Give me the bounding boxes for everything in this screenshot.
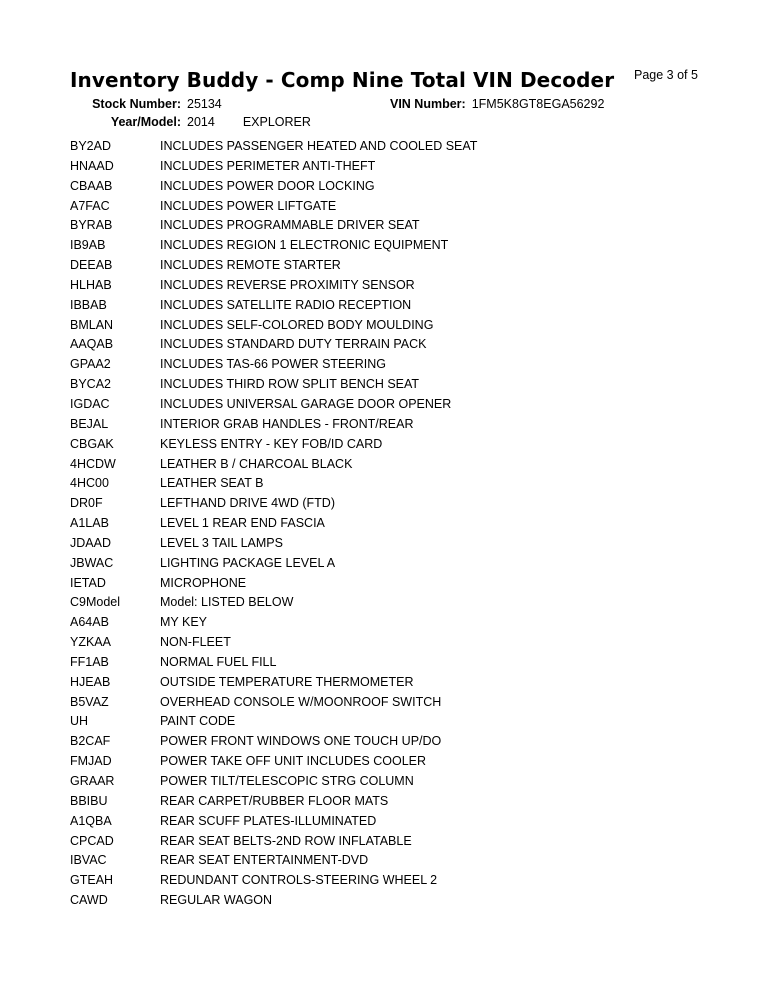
- option-code: GPAA2: [70, 357, 111, 372]
- option-row: [70, 256, 750, 276]
- option-code: CPCAD: [70, 833, 114, 848]
- year-value: 2014: [187, 115, 215, 129]
- option-description: LEFTHAND DRIVE 4WD (FTD): [160, 496, 335, 511]
- option-description: REAR SCUFF PLATES-ILLUMINATED: [160, 813, 377, 828]
- option-row: [70, 712, 750, 732]
- option-description: REAR CARPET/RUBBER FLOOR MATS: [160, 793, 389, 808]
- option-row: [70, 415, 750, 435]
- option-row: [70, 871, 750, 891]
- option-code: C9Model: [70, 595, 121, 610]
- option-description: LIGHTING PACKAGE LEVEL A: [160, 555, 336, 570]
- model-value: EXPLORER: [242, 115, 311, 129]
- option-row: [70, 474, 750, 494]
- option-code: BYCA2: [70, 377, 111, 392]
- option-description: INCLUDES UNIVERSAL GARAGE DOOR OPENER: [160, 396, 452, 411]
- option-row: [70, 693, 750, 713]
- option-code: IETAD: [70, 575, 106, 590]
- option-code: AAQAB: [70, 337, 114, 352]
- option-code: 4HCDW: [70, 456, 116, 471]
- stock-number-label: Stock Number:: [92, 97, 181, 111]
- option-row: [70, 792, 750, 812]
- option-row: [70, 157, 750, 177]
- option-description: INCLUDES PASSENGER HEATED AND COOLED SEAT: [160, 139, 478, 153]
- option-row: [70, 375, 750, 395]
- option-code: IGDAC: [70, 396, 110, 411]
- option-code: IBVAC: [70, 853, 107, 868]
- option-code-list: [70, 137, 750, 911]
- option-code: BEJAL: [70, 416, 109, 431]
- option-row: [70, 534, 750, 554]
- option-description: INCLUDES THIRD ROW SPLIT BENCH SEAT: [160, 377, 420, 392]
- option-code: DR0F: [70, 496, 103, 511]
- option-row: [70, 494, 750, 514]
- option-row: [70, 435, 750, 455]
- option-code: UH: [70, 714, 89, 729]
- option-code: JBWAC: [70, 555, 114, 570]
- option-row: [70, 752, 750, 772]
- option-code: CAWD: [70, 893, 108, 908]
- year-model-label: Year/Model:: [110, 115, 181, 129]
- option-code: B2CAF: [70, 734, 111, 749]
- option-row: [70, 137, 750, 157]
- option-description: NORMAL FUEL FILL: [160, 654, 277, 669]
- option-code: FF1AB: [70, 654, 109, 669]
- option-description: LEATHER SEAT B: [160, 476, 264, 491]
- option-row: [70, 554, 750, 574]
- option-code: A64AB: [70, 615, 109, 630]
- year-model-field: [70, 115, 311, 129]
- option-code: A1LAB: [70, 516, 109, 531]
- option-description: MICROPHONE: [160, 575, 247, 590]
- option-code: GTEAH: [70, 873, 114, 888]
- option-row: [70, 177, 750, 197]
- option-row: [70, 772, 750, 792]
- option-description: OUTSIDE TEMPERATURE THERMOMETER: [160, 674, 414, 689]
- option-description: NON-FLEET: [160, 635, 231, 650]
- option-description: LEATHER B / CHARCOAL BLACK: [160, 456, 353, 471]
- option-description: MY KEY: [160, 615, 208, 630]
- vin-number-label: VIN Number:: [390, 97, 466, 111]
- option-code: A7FAC: [70, 198, 110, 213]
- option-description: REAR SEAT ENTERTAINMENT-DVD: [160, 853, 369, 868]
- option-description: INCLUDES REMOTE STARTER: [160, 258, 341, 273]
- option-code: JDAAD: [70, 535, 111, 550]
- option-code: CBGAK: [70, 436, 114, 451]
- option-description: INCLUDES REVERSE PROXIMITY SENSOR: [160, 277, 415, 292]
- option-code: IBBAB: [70, 297, 107, 312]
- option-description: POWER FRONT WINDOWS ONE TOUCH UP/DO: [160, 734, 442, 749]
- option-row: [70, 276, 750, 296]
- option-description: REAR SEAT BELTS-2ND ROW INFLATABLE: [160, 833, 412, 848]
- option-code: YZKAA: [70, 635, 111, 650]
- option-description: Model: LISTED BELOW: [160, 595, 294, 610]
- option-code: HJEAB: [70, 674, 111, 689]
- option-description: INTERIOR GRAB HANDLES - FRONT/REAR: [160, 416, 414, 431]
- option-description: INCLUDES SELF-COLORED BODY MOULDING: [160, 317, 434, 332]
- option-row: [70, 316, 750, 336]
- option-description: INCLUDES PROGRAMMABLE DRIVER SEAT: [160, 218, 420, 233]
- option-code: BYRAB: [70, 218, 113, 233]
- document-title: Inventory Buddy - Comp Nine Total VIN Decoder: [70, 68, 615, 92]
- option-code: CBAAB: [70, 178, 113, 193]
- option-row: [70, 296, 750, 316]
- option-code: HNAAD: [70, 158, 114, 173]
- option-description: POWER TAKE OFF UNIT INCLUDES COOLER: [160, 754, 427, 769]
- option-code: HLHAB: [70, 277, 112, 292]
- option-code: B5VAZ: [70, 694, 109, 709]
- option-row: [70, 455, 750, 475]
- option-row: [70, 633, 750, 653]
- option-row: [70, 851, 750, 871]
- option-code: A1QBA: [70, 813, 112, 828]
- option-row: [70, 812, 750, 832]
- option-description: REDUNDANT CONTROLS-STEERING WHEEL 2: [160, 873, 438, 888]
- option-description: INCLUDES TAS-66 POWER STEERING: [160, 357, 386, 372]
- option-row: [70, 216, 750, 236]
- option-row: [70, 653, 750, 673]
- vin-number-value: 1FM5K8GT8EGA56292: [471, 97, 605, 111]
- option-description: OVERHEAD CONSOLE W/MOONROOF SWITCH: [160, 694, 442, 709]
- vin-number-field: [390, 97, 604, 111]
- option-description: PAINT CODE: [160, 714, 236, 729]
- option-row: [70, 395, 750, 415]
- option-row: [70, 673, 750, 693]
- option-code: IB9AB: [70, 238, 106, 253]
- page-number: Page 3 of 5: [634, 68, 698, 82]
- option-code: BY2AD: [70, 139, 111, 153]
- option-row: [70, 832, 750, 852]
- stock-number-field: [70, 97, 222, 111]
- option-description: INCLUDES POWER DOOR LOCKING: [160, 178, 375, 193]
- option-description: REGULAR WAGON: [160, 893, 273, 908]
- stock-number-value: 25134: [187, 97, 222, 111]
- option-row: [70, 197, 750, 217]
- option-code: BBIBU: [70, 793, 108, 808]
- option-row: [70, 355, 750, 375]
- option-description: INCLUDES PERIMETER ANTI-THEFT: [160, 158, 376, 173]
- option-row: [70, 514, 750, 534]
- option-row: [70, 574, 750, 594]
- option-description: POWER TILT/TELESCOPIC STRG COLUMN: [160, 774, 414, 788]
- option-description: KEYLESS ENTRY - KEY FOB/ID CARD: [160, 436, 383, 451]
- option-row: [70, 236, 750, 256]
- option-description: INCLUDES POWER LIFTGATE: [160, 198, 337, 213]
- option-description: LEVEL 3 TAIL LAMPS: [160, 535, 283, 550]
- option-row: [70, 891, 750, 911]
- option-code: DEEAB: [70, 258, 113, 273]
- option-description: INCLUDES STANDARD DUTY TERRAIN PACK: [160, 337, 427, 352]
- option-row: [70, 335, 750, 355]
- option-code: 4HC00: [70, 476, 109, 491]
- option-row: [70, 593, 750, 613]
- option-code: FMJAD: [70, 754, 112, 769]
- option-code: GRAAR: [70, 774, 115, 788]
- option-row: [70, 613, 750, 633]
- option-description: INCLUDES SATELLITE RADIO RECEPTION: [160, 297, 412, 312]
- option-code: BMLAN: [70, 317, 114, 332]
- option-row: [70, 732, 750, 752]
- option-description: INCLUDES REGION 1 ELECTRONIC EQUIPMENT: [160, 238, 449, 253]
- option-description: LEVEL 1 REAR END FASCIA: [160, 516, 325, 531]
